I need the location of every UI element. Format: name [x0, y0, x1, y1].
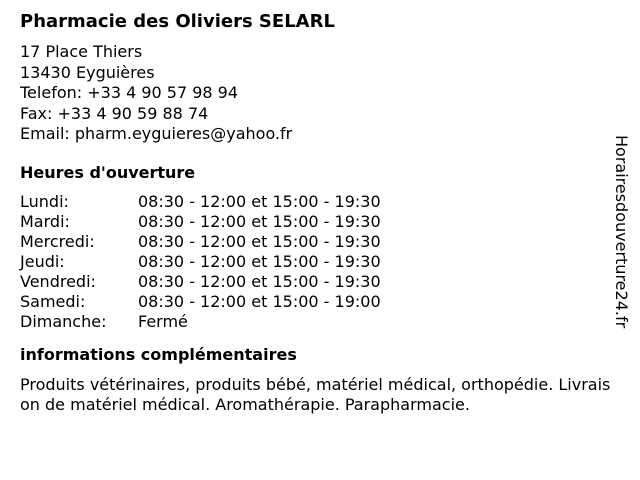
hours-row-jeudi: [20, 252, 381, 272]
opening-hours-table: [20, 192, 381, 332]
hours-row-dimanche: [20, 312, 381, 332]
additional-info-heading: informations complémentaires: [20, 344, 297, 364]
day-label: Samedi:: [20, 291, 86, 311]
address-block: [20, 42, 620, 145]
business-name: Pharmacie des Oliviers SELARL: [20, 11, 335, 32]
hours-row-mardi: [20, 212, 381, 232]
day-hours: 08:30 - 12:00 et 15:00 - 19:30: [138, 211, 381, 231]
hours-row-vendredi: [20, 272, 381, 292]
opening-hours-heading: Heures d'ouverture: [20, 162, 196, 182]
fax-number: Fax: +33 4 90 59 88 74: [20, 103, 209, 123]
day-hours: 08:30 - 12:00 et 15:00 - 19:30: [138, 191, 381, 211]
day-hours: 08:30 - 12:00 et 15:00 - 19:30: [138, 271, 381, 291]
day-label: Vendredi:: [20, 271, 96, 291]
day-hours: 08:30 - 12:00 et 15:00 - 19:30: [138, 231, 381, 251]
day-label: Mercredi:: [20, 231, 95, 251]
street-address: 17 Place Thiers: [20, 42, 143, 61]
hours-row-mercredi: [20, 232, 381, 252]
day-label: Lundi:: [20, 191, 69, 211]
additional-info-text: Produits vétérinaires, produits bébé, matériel médical, orthopédie. Livraison de matériel médical. Aromathérapie. Parapharmacie.: [20, 374, 611, 414]
hours-row-lundi: [20, 192, 381, 212]
day-label: Mardi:: [20, 211, 70, 231]
pharmacy-card: [20, 10, 620, 416]
day-label: Jeudi:: [20, 251, 65, 271]
postal-city: 13430 Eyguières: [20, 62, 155, 82]
email-address: Email: pharm.eyguieres@yahoo.fr: [20, 124, 293, 143]
day-hours: Fermé: [138, 311, 188, 331]
hours-row-samedi: [20, 292, 381, 312]
site-watermark: Horairesdouverture24.fr: [612, 135, 631, 329]
day-hours: 08:30 - 12:00 et 15:00 - 19:00: [138, 291, 381, 311]
phone-number: Telefon: +33 4 90 57 98 94: [20, 83, 239, 102]
day-hours: 08:30 - 12:00 et 15:00 - 19:30: [138, 251, 381, 271]
day-label: Dimanche:: [20, 311, 107, 331]
